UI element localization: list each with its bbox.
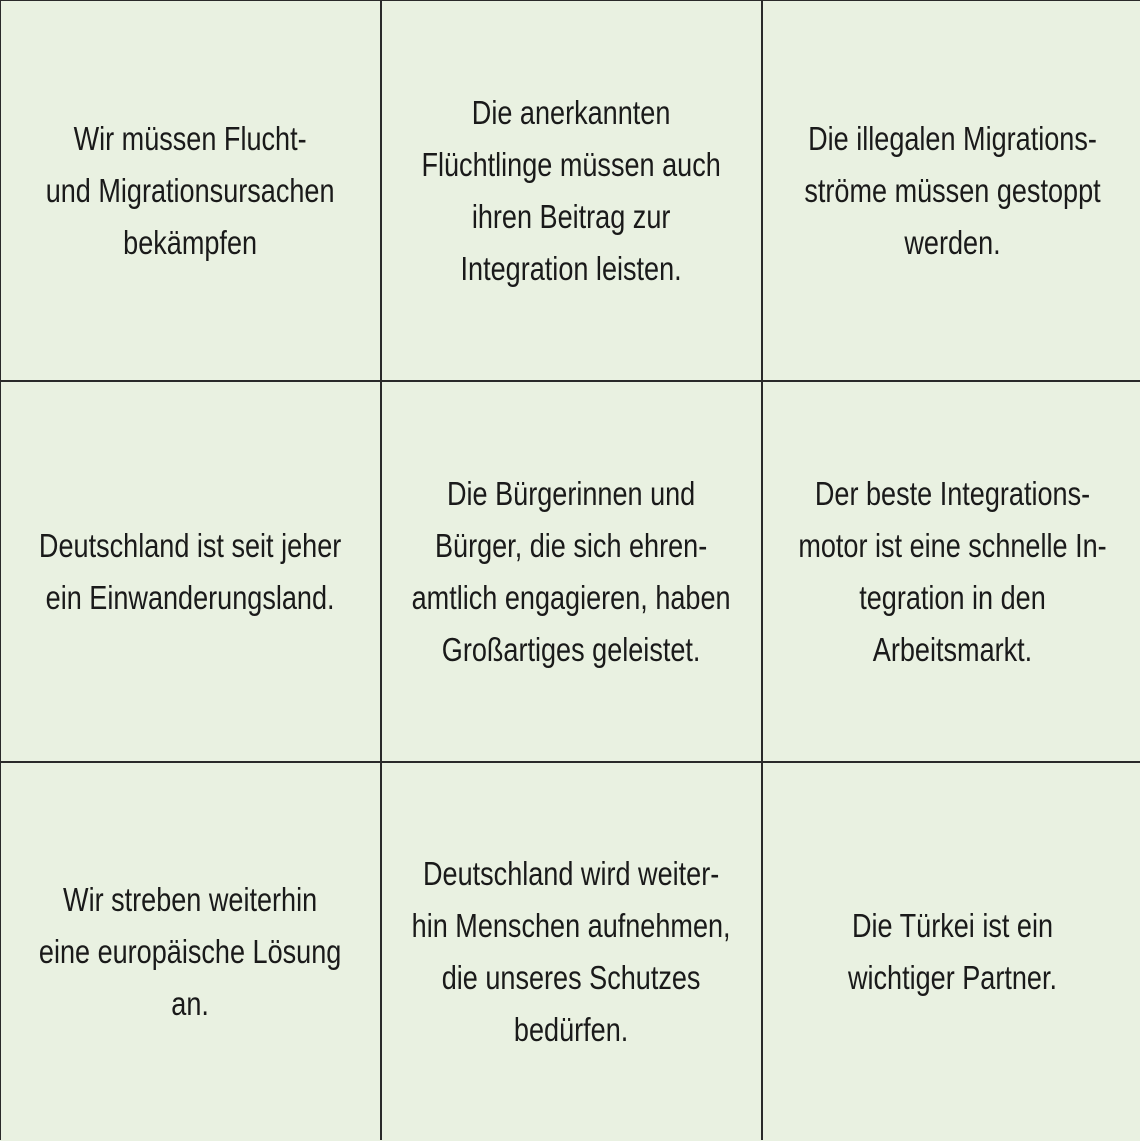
cell-text: Die Bürgerinnen und Bürger, die sich ehren- amtlich engagieren, haben Großartiges geleistet. bbox=[412, 474, 731, 668]
grid-cell-6 bbox=[763, 382, 1140, 761]
cell-text: Die Türkei ist ein wichtiger Partner. bbox=[847, 907, 1057, 996]
cell-text: Deutschland ist seit jeher ein Einwanderungsland. bbox=[39, 526, 342, 616]
grid-cell-1 bbox=[1, 1, 380, 380]
cell-text: Wir streben weiterhin eine europäische Lösung an. bbox=[39, 881, 342, 1022]
grid-cell-2 bbox=[382, 1, 761, 380]
grid-cell-4 bbox=[1, 382, 380, 761]
cell-text: Die anerkannten Flüchtlinge müssen auch ihren Beitrag zur Integration leisten. bbox=[421, 93, 722, 287]
cell-text: Deutschland wird weiter- hin Menschen aufnehmen, die unseres Schutzes bedürfen. bbox=[412, 855, 731, 1048]
cell-text: Der beste Integrations- motor ist eine schnelle In- tegration in den Arbeitsmarkt. bbox=[797, 474, 1107, 668]
grid-cell-3 bbox=[763, 1, 1140, 380]
grid-cell-9 bbox=[763, 763, 1140, 1141]
cell-text: Die illegalen Migrations- ströme müssen gestoppt werden. bbox=[803, 119, 1101, 261]
grid-cell-8 bbox=[382, 763, 761, 1141]
grid-cell-5 bbox=[382, 382, 761, 761]
grid-cell-7 bbox=[1, 763, 380, 1141]
cell-text: Wir müssen Flucht- und Migrationsursachen bekämpfen bbox=[46, 119, 335, 261]
